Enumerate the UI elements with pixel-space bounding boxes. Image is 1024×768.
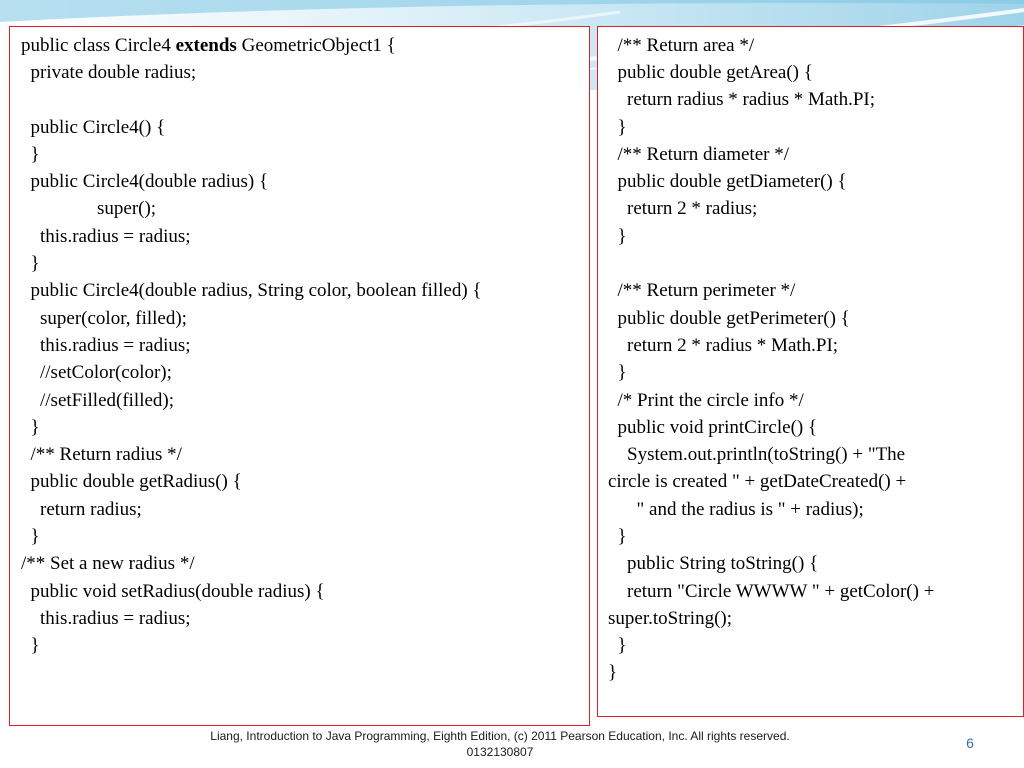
- code-line: /** Return perimeter */: [608, 280, 796, 301]
- code-line: /* Print the circle info */: [608, 390, 804, 411]
- code-line: }: [21, 417, 40, 438]
- code-line: return radius * radius * Math.PI;: [608, 89, 876, 110]
- code-line: return "Circle WWWW " + getColor() +: [608, 581, 935, 602]
- code-line: return 2 * radius * Math.PI;: [608, 335, 839, 356]
- code-line: this.radius = radius;: [21, 608, 191, 629]
- code-line: [608, 250, 1023, 277]
- slide-number: 6: [966, 735, 974, 751]
- code-line: super(color, filled);: [21, 308, 187, 329]
- code-line: public double getDiameter() {: [608, 171, 847, 192]
- code-line: public class Circle4 extends GeometricObject1 {: [21, 35, 396, 56]
- code-line: }: [608, 226, 627, 247]
- code-line: public void setRadius(double radius) {: [21, 581, 325, 602]
- code-line: private double radius;: [21, 62, 197, 83]
- code-line: circle is created " + getDateCreated() +: [608, 471, 907, 492]
- code-line: }: [608, 662, 618, 683]
- code-line: }: [608, 117, 627, 138]
- footer-copyright: Liang, Introduction to Java Programming, Eighth Edition, (c) 2011 Pearson Education, Inc. All rights reserved. 0132130807: [210, 729, 790, 759]
- code-line: public Circle4(double radius, String color, boolean filled) {: [21, 280, 482, 301]
- code-line: public double getRadius() {: [21, 471, 242, 492]
- code-line: super.toString();: [608, 608, 733, 629]
- code-line: }: [608, 635, 627, 656]
- code-line: [21, 86, 589, 113]
- code-line: }: [21, 144, 40, 165]
- code-line: this.radius = radius;: [21, 335, 191, 356]
- code-line: /** Return diameter */: [608, 144, 789, 165]
- code-line: return 2 * radius;: [608, 198, 758, 219]
- code-line: public Circle4() {: [21, 117, 166, 138]
- code-line: public String toString() {: [608, 553, 819, 574]
- code-line: //setColor(color);: [21, 362, 172, 383]
- code-line: this.radius = radius;: [21, 226, 191, 247]
- code-line: return radius;: [21, 499, 142, 520]
- code-line: }: [21, 253, 40, 274]
- code-line: /** Return area */: [608, 35, 755, 56]
- code-line: public double getArea() {: [608, 62, 813, 83]
- extends-keyword: extends: [175, 35, 237, 56]
- code-line: /** Return radius */: [21, 444, 182, 465]
- code-line: }: [608, 362, 627, 383]
- code-line: //setFilled(filled);: [21, 390, 175, 411]
- code-line: public void printCircle() {: [608, 417, 818, 438]
- code-line: }: [21, 635, 40, 656]
- code-line: }: [21, 526, 40, 547]
- code-line: /** Set a new radius */: [21, 553, 195, 574]
- left-code-panel: [9, 26, 590, 726]
- code-line: super();: [21, 198, 157, 219]
- code-line: public double getPerimeter() {: [608, 308, 850, 329]
- code-line: System.out.println(toString() + "The: [608, 444, 906, 465]
- code-line: public Circle4(double radius) {: [21, 171, 269, 192]
- code-line: " and the radius is " + radius);: [608, 499, 864, 520]
- code-line: }: [608, 526, 627, 547]
- right-code-panel: [597, 26, 1024, 717]
